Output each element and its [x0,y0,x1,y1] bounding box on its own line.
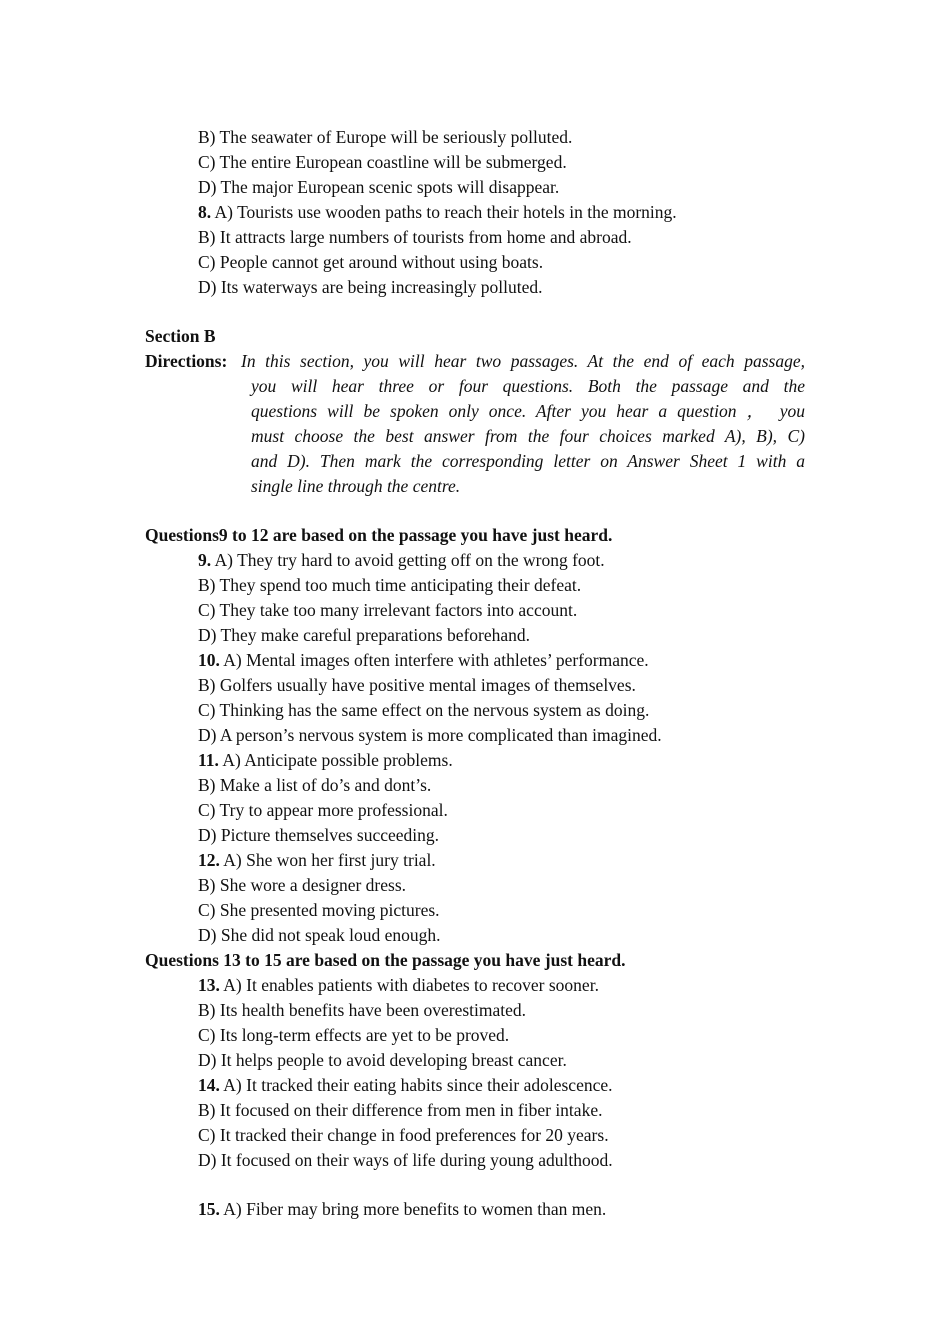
q14-option-b: B) It focused on their difference from men in fiber intake. [198,1100,603,1120]
q13-option-b: B) Its health benefits have been overestimated. [198,1000,527,1020]
question-number: 8. [198,202,212,222]
q14-option-c: C) It tracked their change in food preferences for 20 years. [198,1125,609,1145]
question-number: 9. [198,550,212,570]
q7-option-c: C) The entire European coastline will be submerged. [198,152,567,172]
q8-option-c: C) People cannot get around without using boats. [198,252,544,272]
q10-option-a: 10. A) Mental images often interfere with athletes’ performance. [198,650,649,670]
question-number: 11. [198,750,219,770]
q14-option-d: D) It focused on their ways of life during young adulthood. [198,1150,613,1170]
q12-option-a: 12. A) She won her first jury trial. [198,850,436,870]
q10-option-b: B) Golfers usually have positive mental images of themselves. [198,675,636,695]
q8-option-a: 8. A) Tourists use wooden paths to reach their hotels in the morning. [198,202,677,222]
directions-line: and D). Then mark the corresponding letter on Answer Sheet 1 with a [251,451,805,471]
q9-option-b: B) They spend too much time anticipating their defeat. [198,575,582,595]
q10-option-d: D) A person’s nervous system is more complicated than imagined. [198,725,662,745]
q8-option-d: D) Its waterways are being increasingly polluted. [198,277,543,297]
q13-option-d: D) It helps people to avoid developing breast cancer. [198,1050,567,1070]
directions-label: Directions: [145,351,228,371]
q7-option-b: B) The seawater of Europe will be seriously polluted. [198,127,573,147]
directions-line: single line through the centre. [251,476,461,496]
q9-option-a: 9. A) They try hard to avoid getting off on the wrong foot. [198,550,605,570]
question-number: 14. [198,1075,220,1095]
q11-option-c: C) Try to appear more professional. [198,800,448,820]
q11-option-d: D) Picture themselves succeeding. [198,825,440,845]
question-number: 12. [198,850,220,870]
directions-line: must choose the best answer from the four choices marked A), B), C) [251,426,805,446]
q10-option-c: C) Thinking has the same effect on the nervous system as doing. [198,700,650,720]
q12-option-c: C) She presented moving pictures. [198,900,440,920]
question-number: 13. [198,975,220,995]
q13-option-a: 13. A) It enables patients with diabetes to recover sooner. [198,975,599,995]
q14-option-a: 14. A) It tracked their eating habits since their adolescence. [198,1075,613,1095]
section-title: Section B [145,326,216,346]
question-number: 15. [198,1199,220,1219]
q9-option-c: C) They take too many irrelevant factors into account. [198,600,578,620]
q11-option-a: 11. A) Anticipate possible problems. [198,750,453,770]
q11-option-b: B) Make a list of do’s and dont’s. [198,775,432,795]
q12-option-d: D) She did not speak loud enough. [198,925,441,945]
q15-option-a: 15. A) Fiber may bring more benefits to women than men. [198,1199,607,1219]
group-heading: Questions9 to 12 are based on the passage you have just heard. [145,525,613,545]
group-heading: Questions 13 to 15 are based on the passage you have just heard. [145,950,626,970]
directions-line: In this section, you will hear two passages. At the end of each passage, [241,351,805,371]
q7-option-d: D) The major European scenic spots will disappear. [198,177,560,197]
q12-option-b: B) She wore a designer dress. [198,875,407,895]
question-number: 10. [198,650,220,670]
directions-line: you will hear three or four questions. Both the passage and the [251,376,805,396]
q9-option-d: D) They make careful preparations beforehand. [198,625,531,645]
q8-option-b: B) It attracts large numbers of tourists from home and abroad. [198,227,632,247]
directions-line: questions will be spoken only once. After you hear a question ， you [251,401,805,421]
q13-option-c: C) Its long-term effects are yet to be proved. [198,1025,510,1045]
